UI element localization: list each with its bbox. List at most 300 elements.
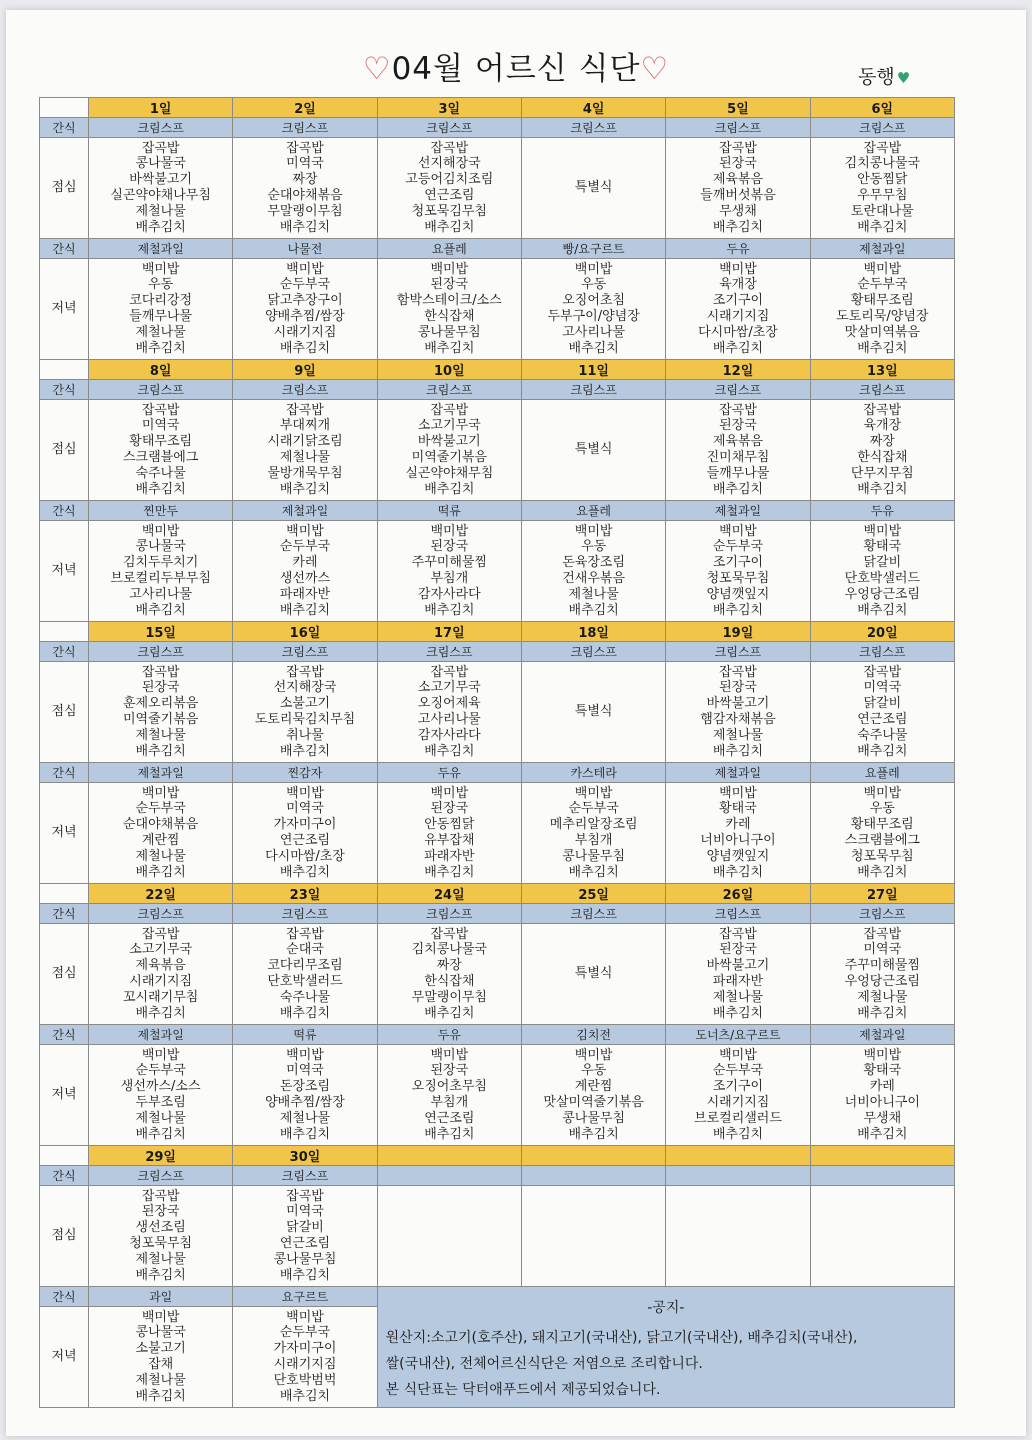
menu-item: 백미밥	[286, 1309, 324, 1325]
menu-item: 부대찌개	[279, 418, 331, 434]
row-label: 간식	[40, 642, 89, 662]
menu-item: 배추김치	[712, 743, 764, 759]
menu-item: 오징어초무침	[411, 1079, 487, 1095]
meal-row	[40, 1045, 955, 1146]
menu-item: 된장국	[719, 680, 757, 696]
menu-item: 단호박범벅	[273, 1372, 337, 1388]
menu-item: 선지해장국	[417, 156, 481, 172]
menu-item: 단호박샐러드	[844, 571, 920, 586]
row-label: 점심	[40, 400, 89, 501]
pm_snack-cell: 제철과일	[666, 501, 810, 521]
row-label: 간식	[40, 1287, 89, 1307]
menu-item: 감자사라다	[417, 586, 481, 602]
menu-item: 배추김치	[279, 602, 331, 618]
lunch-cell	[666, 400, 810, 501]
page-title: ♡04월 어르신 식단♡	[362, 51, 670, 87]
pm_snack-cell: 나물전	[233, 239, 377, 259]
dinner-cell	[810, 1045, 954, 1146]
row-label: 점심	[40, 138, 89, 239]
menu-item: 제철나물	[135, 727, 186, 743]
menu-item: 잡곡밥	[863, 664, 902, 680]
menu-item: 김치콩나물국	[411, 942, 487, 958]
menu-item: 백미밥	[574, 523, 613, 539]
pm_snack-cell: 제철과일	[810, 1025, 954, 1045]
row-label	[40, 98, 89, 118]
row-label: 간식	[40, 118, 89, 138]
menu-items	[666, 262, 809, 357]
meal-plan-table	[39, 97, 955, 1408]
menu-item: 우동	[581, 539, 607, 555]
menu-item: 연근조림	[424, 1110, 475, 1126]
row-label: 저녁	[40, 783, 89, 884]
menu-item: 백미밥	[719, 261, 757, 277]
menu-item: 잡곡밥	[286, 402, 324, 418]
menu-items	[233, 786, 376, 881]
menu-item: 단호박샐러드	[267, 974, 343, 989]
am_snack-cell: 크림스프	[377, 904, 521, 924]
menu-item: 백미밥	[286, 523, 324, 539]
pm_snack-cell: 과일	[89, 1287, 233, 1307]
meal-row	[40, 783, 955, 884]
menu-item: 오징어제육	[417, 696, 481, 712]
menu-item: 안동찜닭	[424, 817, 475, 833]
lunch-cell	[521, 662, 665, 763]
menu-item: 배추김치	[857, 481, 908, 497]
date-cell: 30일	[233, 1146, 377, 1166]
menu-item: 계란찜	[141, 833, 180, 848]
menu-item: 제철나물	[135, 203, 186, 219]
pm_snack-cell: 제철과일	[89, 1025, 233, 1045]
menu-item: 미역국	[863, 680, 902, 696]
menu-item: 백미밥	[430, 523, 469, 539]
lunch-cell	[666, 1186, 810, 1287]
dinner-cell	[233, 1307, 377, 1408]
menu-item: 백미밥	[141, 785, 180, 801]
menu-item: 순두부국	[279, 1325, 331, 1341]
menu-item: 바싹불고기	[706, 696, 770, 712]
dinner-cell	[666, 783, 810, 884]
menu-item: 부침개	[574, 833, 613, 848]
pm_snack-cell: 두유	[810, 501, 954, 521]
dinner-cell	[666, 521, 810, 622]
menu-item: 코다리무조림	[267, 958, 343, 974]
row-label: 점심	[40, 1186, 89, 1287]
pm_snack-cell: 도너츠/요구르트	[666, 1025, 810, 1045]
row-label: 저녁	[40, 1307, 89, 1408]
menu-items	[378, 141, 521, 236]
menu-item: 배추김치	[857, 340, 908, 356]
menu-item: 연근조림	[279, 1236, 331, 1251]
menu-item: 생선까스	[279, 571, 331, 586]
date-cell: 24일	[377, 884, 521, 904]
menu-item: 우엉당근조림	[844, 586, 920, 602]
menu-item: 배추김치	[857, 1005, 908, 1021]
menu-item: 제철나물	[135, 848, 186, 864]
menu-item: 된장국	[719, 156, 757, 172]
lunch-cell	[810, 1186, 954, 1287]
menu-item: 카레	[292, 555, 318, 571]
date-cell	[377, 1146, 521, 1166]
menu-item: 제철나물	[857, 989, 908, 1005]
menu-item: 백미밥	[863, 1047, 902, 1063]
menu-item: 된장국	[141, 1204, 180, 1220]
menu-item: 백미밥	[430, 1047, 469, 1063]
snack-row	[40, 1166, 955, 1186]
am_snack-cell: 크림스프	[233, 380, 377, 400]
pm_snack-cell: 제철과일	[89, 239, 233, 259]
row-label: 간식	[40, 1025, 89, 1045]
menu-item: 실곤약야채무침	[405, 465, 494, 481]
menu-item: 된장국	[719, 942, 757, 958]
menu-items	[522, 966, 665, 982]
am_snack-cell: 크림스프	[810, 118, 954, 138]
menu-item: 시래기지짐	[706, 1095, 770, 1110]
dinner-cell	[810, 783, 954, 884]
menu-items	[811, 524, 954, 619]
snack-row	[40, 1287, 955, 1307]
menu-item: 고사리나물	[562, 324, 626, 340]
snack-row	[40, 239, 955, 259]
meal-row	[40, 400, 955, 501]
menu-item: 배추김치	[279, 1005, 331, 1021]
menu-item: 배추김치	[279, 1126, 331, 1142]
menu-item: 배추김치	[712, 1126, 764, 1142]
menu-item: 배추김치	[135, 602, 186, 618]
menu-items	[89, 665, 232, 760]
menu-item: 두부조림	[135, 1095, 186, 1110]
menu-item: 배추김치	[279, 481, 331, 497]
row-label: 저녁	[40, 1045, 89, 1146]
menu-items	[89, 262, 232, 357]
menu-items	[233, 1310, 376, 1405]
row-label	[40, 622, 89, 642]
meal-row	[40, 924, 955, 1025]
menu-item: 배추김치	[135, 1126, 186, 1142]
row-label	[40, 884, 89, 904]
date-cell: 25일	[521, 884, 665, 904]
menu-item: 순두부국	[857, 277, 908, 293]
menu-item: 짜장	[292, 172, 318, 188]
menu-item: 우엉당근조림	[844, 974, 920, 989]
am_snack-cell: 크림스프	[521, 118, 665, 138]
menu-item: 연근조림	[857, 712, 908, 727]
menu-item: 백미밥	[574, 261, 613, 277]
menu-items	[233, 403, 376, 498]
pm_snack-cell: 요플레	[810, 763, 954, 783]
menu-item: 잡곡밥	[286, 664, 324, 680]
dinner-cell	[810, 259, 954, 360]
menu-item: 연근조림	[279, 833, 331, 848]
notice-box	[377, 1287, 954, 1408]
menu-item: 콩나물무침	[562, 848, 626, 864]
menu-items	[522, 786, 665, 881]
menu-item: 훈제오리볶음	[122, 696, 199, 712]
menu-item: 배추김치	[135, 864, 186, 880]
menu-item: 된장국	[430, 539, 469, 555]
dinner-cell	[521, 1045, 665, 1146]
menu-items	[233, 665, 376, 760]
heart-outline-icon: ♡	[362, 51, 392, 87]
menu-item: 시래기지짐	[273, 324, 337, 340]
menu-item: 우무무침	[857, 188, 908, 203]
menu-item: 배추김치	[712, 481, 764, 497]
date-cell: 10일	[377, 360, 521, 380]
menu-items	[233, 1189, 376, 1284]
menu-item: 브로컬리샐러드	[694, 1110, 782, 1126]
am_snack-cell: 크림스프	[89, 118, 233, 138]
menu-item: 다시마쌈/초장	[698, 324, 778, 340]
snack-row	[40, 501, 955, 521]
menu-item: 미역국	[286, 801, 324, 817]
heart-green-icon: ♥	[896, 69, 911, 87]
date-cell: 20일	[810, 622, 954, 642]
menu-items	[89, 1048, 232, 1143]
menu-item: 제육볶음	[712, 434, 764, 450]
menu-item: 잡곡밥	[719, 402, 757, 418]
menu-item: 조기구이	[712, 555, 764, 571]
menu-item: 주꾸미해물찜	[844, 958, 920, 974]
menu-item: 진미채무침	[706, 450, 770, 465]
menu-item: 배추김치	[279, 1267, 331, 1283]
menu-item: 백미밥	[719, 785, 757, 801]
date-cell: 27일	[810, 884, 954, 904]
menu-item: 제철나물	[279, 450, 331, 465]
menu-item: 우동	[581, 1063, 607, 1079]
meal-row	[40, 259, 955, 360]
menu-item: 제철나물	[568, 586, 619, 602]
menu-item: 돈육장조림	[562, 555, 626, 571]
date-cell: 15일	[89, 622, 233, 642]
menu-item: 콩나물무침	[417, 324, 481, 340]
menu-items	[811, 786, 954, 881]
menu-items	[522, 704, 665, 720]
menu-items	[811, 927, 954, 1022]
am_snack-cell: 크림스프	[666, 380, 810, 400]
date-cell: 3일	[377, 98, 521, 118]
date-cell	[666, 1146, 810, 1166]
menu-item: 백미밥	[863, 261, 902, 277]
menu-item: 황태국	[863, 539, 902, 555]
menu-item: 배추김치	[857, 1126, 908, 1142]
am_snack-cell: 크림스프	[810, 904, 954, 924]
am_snack-cell: 크림스프	[666, 118, 810, 138]
menu-item: 소불고기	[135, 1341, 186, 1357]
menu-items	[233, 524, 376, 619]
menu-item: 백미밥	[286, 785, 324, 801]
date-cell: 29일	[89, 1146, 233, 1166]
date-row	[40, 884, 955, 904]
menu-item: 실곤약야채나무침	[110, 188, 211, 203]
lunch-cell	[233, 662, 377, 763]
date-cell: 6일	[810, 98, 954, 118]
dinner-cell	[377, 259, 521, 360]
menu-item: 조기구이	[712, 293, 764, 309]
menu-items	[666, 1048, 809, 1143]
menu-item: 청포묵무침	[129, 1236, 193, 1251]
menu-item: 시래기지짐	[129, 974, 193, 989]
menu-items	[522, 262, 665, 357]
menu-items	[89, 1310, 232, 1405]
menu-item: 미역국	[286, 1204, 324, 1220]
lunch-cell	[89, 138, 233, 239]
lunch-cell	[666, 924, 810, 1025]
menu-item: 배추김치	[857, 864, 908, 880]
menu-item: 가자미구이	[273, 817, 337, 833]
menu-item: 김치두루치기	[122, 555, 199, 571]
menu-item: 취나물	[286, 727, 324, 743]
menu-item: 김치콩나물국	[844, 156, 920, 172]
menu-item: 된장국	[430, 277, 469, 293]
menu-items	[522, 442, 665, 458]
menu-item: 청포묵무침	[850, 848, 914, 864]
lunch-cell	[377, 1186, 521, 1287]
menu-item: 잡곡밥	[430, 402, 469, 418]
am_snack-cell: 크림스프	[521, 642, 665, 662]
menu-item: 제육볶음	[135, 958, 186, 974]
menu-item: 고사리나물	[417, 712, 481, 727]
dinner-cell	[233, 259, 377, 360]
dinner-cell	[666, 1045, 810, 1146]
menu-item: 조기구이	[712, 1079, 764, 1095]
menu-items	[811, 262, 954, 357]
menu-items	[89, 141, 232, 236]
dinner-cell	[89, 1307, 233, 1408]
date-cell	[810, 1146, 954, 1166]
menu-item: 콩나물국	[135, 156, 186, 172]
menu-item: 배추김치	[568, 340, 619, 356]
menu-item: 배추김치	[135, 340, 186, 356]
menu-item: 소고기무국	[129, 942, 193, 958]
am_snack-cell	[666, 1166, 810, 1186]
menu-item: 코다리강정	[129, 293, 193, 309]
menu-item: 한식잡채	[424, 974, 475, 989]
menu-item: 짜장	[436, 958, 462, 974]
dinner-cell	[233, 1045, 377, 1146]
dinner-cell	[377, 783, 521, 884]
menu-item: 무생채	[719, 203, 757, 219]
menu-item: 된장국	[719, 418, 757, 434]
menu-item: 햄감자채볶음	[700, 712, 776, 727]
menu-item: 잡곡밥	[286, 140, 324, 156]
menu-item: 닭갈비	[286, 1220, 324, 1236]
menu-item: 제육볶음	[712, 172, 764, 188]
dinner-cell	[521, 783, 665, 884]
menu-item: 백미밥	[141, 523, 180, 539]
am_snack-cell: 크림스프	[89, 380, 233, 400]
menu-items	[378, 665, 521, 760]
menu-items	[378, 262, 521, 357]
am_snack-cell: 크림스프	[810, 380, 954, 400]
snack-row	[40, 904, 955, 924]
menu-item: 잡곡밥	[430, 664, 469, 680]
pm_snack-cell: 떡류	[233, 1025, 377, 1045]
am_snack-cell	[521, 1166, 665, 1186]
lunch-cell	[89, 1186, 233, 1287]
menu-item: 도토리묵/양념장	[836, 309, 929, 324]
am_snack-cell: 크림스프	[666, 642, 810, 662]
menu-item: 너비아니구이	[700, 833, 776, 848]
menu-item: 잡곡밥	[430, 926, 469, 942]
menu-item: 배추김치	[279, 864, 331, 880]
menu-item: 미역줄기볶음	[122, 712, 199, 727]
am_snack-cell: 크림스프	[377, 380, 521, 400]
date-cell: 13일	[810, 360, 954, 380]
menu-items	[522, 1048, 665, 1143]
am_snack-cell: 크림스프	[810, 642, 954, 662]
am_snack-cell: 크림스프	[377, 642, 521, 662]
menu-item: 잡곡밥	[286, 1188, 324, 1204]
menu-item: 미역줄기볶음	[411, 450, 487, 465]
menu-item: 백미밥	[430, 261, 469, 277]
am_snack-cell: 크림스프	[233, 118, 377, 138]
menu-items	[666, 927, 809, 1022]
menu-item: 백미밥	[141, 1047, 180, 1063]
menu-item: 콩나물무침	[273, 1251, 337, 1267]
menu-item: 배추김치	[857, 602, 908, 618]
dinner-cell	[810, 521, 954, 622]
pm_snack-cell: 떡류	[377, 501, 521, 521]
lunch-cell	[233, 1186, 377, 1287]
heart-outline-icon: ♡	[640, 51, 670, 87]
menu-item: 닭고추장구이	[267, 293, 343, 309]
menu-item: 무말랭이무침	[411, 989, 487, 1005]
meal-row	[40, 662, 955, 763]
menu-item: 배추김치	[857, 743, 908, 759]
menu-item: 배추김치	[424, 1005, 475, 1021]
menu-items	[378, 786, 521, 881]
menu-item: 주꾸미해물찜	[411, 555, 487, 571]
menu-item: 양배추찜/쌈장	[265, 1095, 345, 1110]
menu-item: 단무지무침	[850, 465, 914, 481]
menu-item: 특별식	[574, 704, 613, 720]
menu-items	[522, 180, 665, 196]
menu-item: 배추김치	[135, 1388, 186, 1404]
am_snack-cell: 크림스프	[521, 904, 665, 924]
menu-item: 무생채	[863, 1110, 902, 1126]
date-cell: 16일	[233, 622, 377, 642]
date-cell: 4일	[521, 98, 665, 118]
menu-item: 배추김치	[424, 340, 475, 356]
menu-item: 백미밥	[574, 785, 613, 801]
menu-item: 황태무조림	[129, 434, 193, 450]
dinner-cell	[89, 783, 233, 884]
menu-item: 잡곡밥	[141, 140, 180, 156]
lunch-cell	[810, 400, 954, 501]
menu-item: 양념깻잎지	[706, 848, 770, 864]
menu-item: 청포묵김무침	[411, 203, 487, 219]
am_snack-cell	[810, 1166, 954, 1186]
lunch-cell	[377, 138, 521, 239]
pm_snack-cell: 두유	[377, 763, 521, 783]
menu-items	[378, 927, 521, 1022]
notice-line: 원산지:소고기(호주산), 돼지고기(국내산), 닭고기(국내산), 배추김치(국내산),	[385, 1330, 858, 1346]
pm_snack-cell: 빵/요구르트	[521, 239, 665, 259]
menu-item: 순대국	[286, 942, 324, 958]
menu-item: 양념깻잎지	[706, 586, 770, 602]
pm_snack-cell: 제철과일	[233, 501, 377, 521]
menu-items	[666, 403, 809, 498]
date-cell: 22일	[89, 884, 233, 904]
dinner-cell	[89, 521, 233, 622]
menu-item: 바싹불고기	[706, 958, 770, 974]
row-label	[40, 1146, 89, 1166]
menu-item: 물방개묵무침	[267, 465, 343, 481]
menu-item: 다시마쌈/초장	[265, 848, 345, 864]
pm_snack-cell: 제철과일	[666, 763, 810, 783]
am_snack-cell: 크림스프	[233, 1166, 377, 1186]
menu-item: 순두부국	[279, 539, 331, 555]
dinner-cell	[377, 521, 521, 622]
